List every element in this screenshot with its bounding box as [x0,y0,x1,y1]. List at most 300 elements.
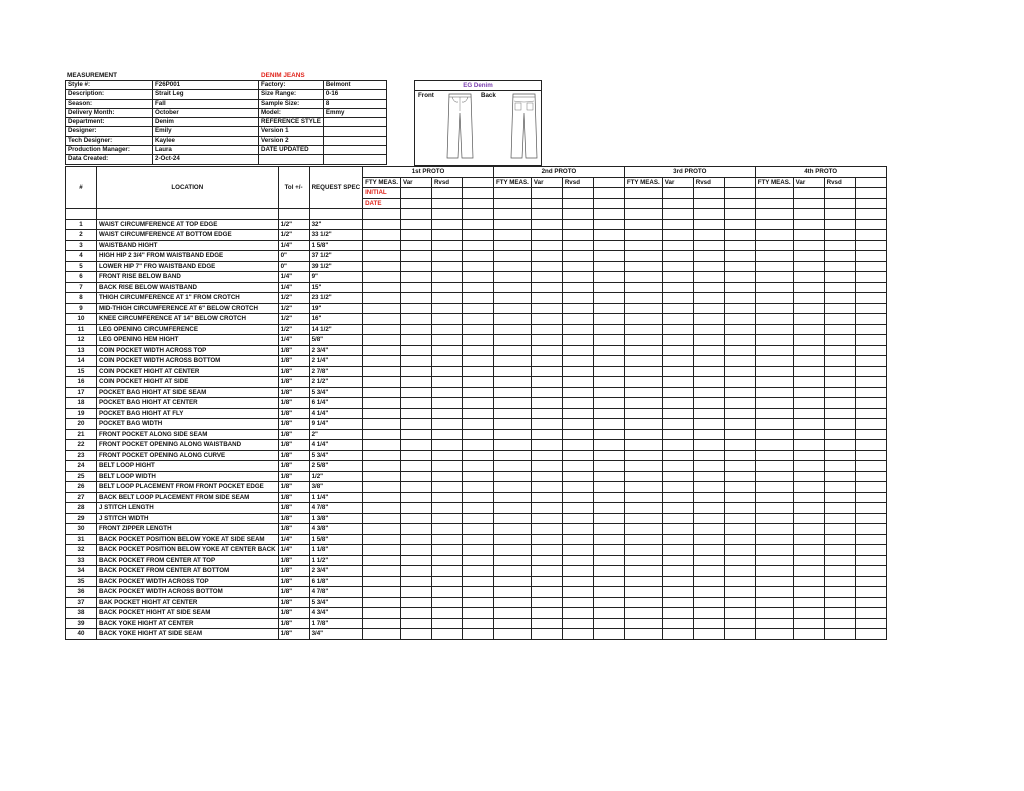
blank-cell [593,240,624,251]
blank-cell [662,587,693,598]
blank-cell [693,461,724,472]
blank-cell [662,492,693,503]
blank-cell [493,293,531,304]
row-tolerance: 1/8" [278,450,309,461]
blank-cell [400,335,431,346]
row-number: 29 [66,513,97,524]
row-number: 12 [66,335,97,346]
blank-cell [363,618,401,629]
blank-cell [593,293,624,304]
blank-cell [693,587,724,598]
blank-cell [400,419,431,430]
blank-cell [855,293,886,304]
table-row [66,597,887,608]
var-header: Var [793,177,824,188]
blank-cell [431,597,462,608]
info-row [66,136,387,145]
row-tolerance: 1/8" [278,345,309,356]
blank-cell [593,345,624,356]
blank-cell [462,461,493,472]
blank-cell [531,335,562,346]
blank-cell [363,440,401,451]
row-location: FRONT POCKET ALONG SIDE SEAM [97,429,279,440]
row-request-spec: 2 1/2" [309,377,362,388]
blank-cell [363,261,401,272]
blank-cell [793,471,824,482]
info-row [66,90,387,99]
blank-cell [562,419,593,430]
blank-cell [662,534,693,545]
blank-cell [793,198,824,209]
table-row [66,303,887,314]
info-label: Production Manager: [66,146,153,155]
blank-cell [624,503,662,514]
blank-cell [531,251,562,262]
blank-cell [531,387,562,398]
blank-cell [724,335,755,346]
blank-cell [662,629,693,640]
blank-cell [562,293,593,304]
blank-cell [824,576,855,587]
row-number: 28 [66,503,97,514]
blank-cell [562,335,593,346]
blank-cell [824,282,855,293]
blank-cell [531,534,562,545]
blank-cell [400,471,431,482]
row-tolerance: 1/8" [278,387,309,398]
blank-cell [793,587,824,598]
blank-cell [462,503,493,514]
row-tolerance: 1/8" [278,398,309,409]
blank-cell [724,419,755,430]
front-label: Front [418,92,434,99]
blank-cell [662,230,693,241]
blank-cell [462,534,493,545]
blank-cell [824,482,855,493]
row-request-spec: 4 3/4" [309,608,362,619]
blank-cell [562,555,593,566]
proto-header-row [66,167,887,178]
row-number: 18 [66,398,97,409]
blank-cell [431,587,462,598]
info-value-2 [323,155,386,164]
blank-cell [562,188,593,199]
blank-cell [824,450,855,461]
blank-cell [824,419,855,430]
blank-cell [400,524,431,535]
blank-cell [493,251,531,262]
blank-cell [824,314,855,325]
blank-cell [662,545,693,556]
blank-cell [793,440,824,451]
table-row [66,629,887,640]
blank-cell [493,198,531,209]
blank-cell [724,482,755,493]
blank-cell [493,272,531,283]
blank-cell [793,261,824,272]
blank-cell [400,461,431,472]
row-number: 40 [66,629,97,640]
blank-cell [562,429,593,440]
blank-header [593,177,624,188]
info-label: Style #: [66,81,153,90]
blank-cell [793,429,824,440]
blank-cell [755,345,793,356]
blank-cell [363,419,401,430]
blank-cell [531,230,562,241]
date-label: DATE [363,198,401,209]
blank-cell [531,482,562,493]
blank-cell [693,293,724,304]
blank-cell [562,534,593,545]
blank-cell [593,419,624,430]
blank-cell [662,408,693,419]
blank-cell [462,230,493,241]
table-row [66,356,887,367]
blank-cell [462,608,493,619]
blank-cell [662,566,693,577]
blank-cell [855,230,886,241]
blank-cell [755,335,793,346]
row-number: 9 [66,303,97,314]
table-row [66,419,887,430]
blank-cell [624,356,662,367]
blank-cell [462,188,493,199]
row-tolerance: 1/8" [278,555,309,566]
blank-cell [562,440,593,451]
row-tolerance: 1/4" [278,272,309,283]
proto-header: 1st PROTO [363,167,494,178]
blank-cell [755,524,793,535]
blank-cell [593,219,624,230]
blank-cell [431,555,462,566]
info-label: Delivery Month: [66,108,153,117]
blank-cell [855,356,886,367]
blank-cell [363,356,401,367]
blank-cell [531,576,562,587]
blank-cell [400,345,431,356]
row-location: BACK POCKET POSITION BELOW YOKE AT CENTER BACK [97,545,279,556]
blank-cell [562,272,593,283]
blank-cell [793,377,824,388]
blank-cell [693,482,724,493]
row-number: 19 [66,408,97,419]
var-header: Var [400,177,431,188]
blank-cell [431,324,462,335]
blank-cell [562,251,593,262]
blank-cell [493,608,531,619]
blank-cell [462,240,493,251]
blank-cell [531,240,562,251]
blank-cell [431,545,462,556]
blank-cell [693,366,724,377]
blank-cell [462,251,493,262]
blank-cell [562,618,593,629]
blank-cell [624,513,662,524]
blank-cell [624,377,662,388]
row-tolerance: 1/8" [278,471,309,482]
row-number: 11 [66,324,97,335]
blank-cell [624,566,662,577]
blank-cell [493,471,531,482]
row-request-spec: 15" [309,282,362,293]
blank-cell [855,335,886,346]
blank-cell [493,440,531,451]
blank-cell [462,618,493,629]
blank-cell [624,272,662,283]
blank-cell [462,335,493,346]
row-number: 25 [66,471,97,482]
table-row [66,366,887,377]
blank-cell [724,324,755,335]
blank-cell [462,272,493,283]
blank-cell [493,387,531,398]
blank-cell [624,261,662,272]
blank-cell [693,513,724,524]
blank-cell [793,555,824,566]
blank-cell [531,314,562,325]
table-row [66,261,887,272]
blank-cell [400,293,431,304]
row-tolerance: 0" [278,261,309,272]
blank-cell [693,272,724,283]
row-tolerance: 1/4" [278,545,309,556]
row-request-spec: 1 5/8" [309,240,362,251]
blank-cell [593,356,624,367]
blank-cell [531,608,562,619]
blank-cell [824,251,855,262]
col-request-spec-header: REQUEST SPEC [309,167,362,209]
blank-cell [624,587,662,598]
blank-cell [593,303,624,314]
row-tolerance: 1/4" [278,335,309,346]
row-location: J STITCH LENGTH [97,503,279,514]
blank-cell [431,440,462,451]
proto-header: 4th PROTO [755,167,886,178]
initial-label: INITIAL [363,188,401,199]
blank-cell [624,524,662,535]
blank-cell [755,282,793,293]
blank-cell [693,261,724,272]
blank-cell [431,461,462,472]
row-request-spec: 2 1/4" [309,356,362,367]
blank-cell [431,366,462,377]
blank-cell [693,314,724,325]
blank-cell [855,251,886,262]
blank-cell [662,608,693,619]
info-label-2: DATE UPDATED [259,146,324,155]
row-location: POCKET BAG HIGHT AT FLY [97,408,279,419]
row-number: 17 [66,387,97,398]
blank-cell [624,303,662,314]
blank-cell [562,471,593,482]
blank-cell [562,261,593,272]
blank-cell [493,398,531,409]
blank-cell [755,198,793,209]
blank-cell [431,240,462,251]
blank-cell [793,324,824,335]
blank-cell [562,314,593,325]
blank-cell [493,261,531,272]
blank-header [855,177,886,188]
blank-cell [363,429,401,440]
blank-cell [493,618,531,629]
blank-cell [693,188,724,199]
blank-cell [724,272,755,283]
row-location: THIGH CIRCUMFERENCE AT 1" FROM CROTCH [97,293,279,304]
blank-cell [531,419,562,430]
blank-cell [693,345,724,356]
table-row [66,513,887,524]
row-tolerance: 1/8" [278,566,309,577]
blank-cell [624,555,662,566]
blank-cell [755,261,793,272]
row-location: FRONT POCKET OPENING ALONG WAISTBAND [97,440,279,451]
blank-cell [624,251,662,262]
blank-cell [662,503,693,514]
row-request-spec: 39 1/2" [309,261,362,272]
row-location: WAISTBAND HIGHT [97,240,279,251]
blank-cell [624,198,662,209]
blank-cell [431,629,462,640]
blank-cell [431,450,462,461]
blank-cell [662,377,693,388]
blank-cell [855,482,886,493]
row-tolerance: 1/8" [278,608,309,619]
blank-cell [363,576,401,587]
table-row [66,482,887,493]
row-number: 24 [66,461,97,472]
row-request-spec: 4 1/4" [309,440,362,451]
blank-cell [624,408,662,419]
blank-cell [824,261,855,272]
blank-cell [824,209,855,220]
blank-cell [855,534,886,545]
blank-cell [562,219,593,230]
blank-cell [531,293,562,304]
blank-cell [593,209,624,220]
blank-cell [662,366,693,377]
blank-cell [662,524,693,535]
blank-cell [493,566,531,577]
blank-cell [431,524,462,535]
row-request-spec: 23 1/2" [309,293,362,304]
blank-cell [462,314,493,325]
blank-cell [793,209,824,220]
var-header: Var [531,177,562,188]
blank-cell [662,261,693,272]
blank-cell [693,198,724,209]
blank-cell [363,282,401,293]
blank-cell [431,566,462,577]
blank-cell [793,303,824,314]
blank-cell [693,209,724,220]
blank-cell [400,513,431,524]
blank-cell [462,482,493,493]
blank-cell [624,629,662,640]
blank-cell [624,597,662,608]
blank-cell [400,503,431,514]
back-pants-sketch [509,91,539,161]
blank-cell [462,419,493,430]
table-row [66,524,887,535]
blank-cell [493,461,531,472]
blank-cell [363,503,401,514]
blank-cell [662,356,693,367]
blank-cell [462,587,493,598]
row-location: COIN POCKET WIDTH ACROSS TOP [97,345,279,356]
blank-cell [824,597,855,608]
info-label-2: Model: [259,108,324,117]
blank-cell [624,440,662,451]
table-row [66,618,887,629]
blank-cell [562,597,593,608]
blank-cell [693,618,724,629]
blank-cell [693,398,724,409]
col-location-header: LOCATION [97,167,279,209]
blank-cell [363,513,401,524]
row-location: WAIST CIRCUMFERENCE AT BOTTOM EDGE [97,230,279,241]
row-tolerance: 1/2" [278,293,309,304]
row-location: BACK POCKET WIDTH ACROSS TOP [97,576,279,587]
row-tolerance: 1/8" [278,587,309,598]
blank-cell [755,618,793,629]
blank-cell [755,629,793,640]
blank-cell [562,387,593,398]
blank-cell [662,450,693,461]
info-value: October [153,108,259,117]
table-row [66,335,887,346]
blank-cell [400,356,431,367]
blank-cell [531,324,562,335]
blank-cell [493,356,531,367]
row-request-spec: 9" [309,272,362,283]
blank-cell [624,366,662,377]
row-request-spec: 1 1/8" [309,545,362,556]
blank-cell [824,303,855,314]
blank-cell [531,366,562,377]
blank-cell [593,534,624,545]
blank-cell [593,461,624,472]
row-request-spec: 37 1/2" [309,251,362,262]
blank-cell [662,303,693,314]
blank-cell [531,450,562,461]
blank-cell [855,629,886,640]
info-value-2 [323,127,386,136]
blank-cell [431,209,462,220]
row-number: 13 [66,345,97,356]
blank-cell [493,324,531,335]
blank-cell [593,335,624,346]
blank-cell [562,503,593,514]
blank-cell [363,324,401,335]
blank-cell [363,377,401,388]
rvsd-header: Rvsd [431,177,462,188]
row-location: POCKET BAG HIGHT AT CENTER [97,398,279,409]
blank-cell [793,629,824,640]
blank-cell [493,345,531,356]
blank-cell [363,482,401,493]
blank-cell [593,429,624,440]
blank-cell [562,608,593,619]
blank-cell [693,471,724,482]
blank-cell [724,251,755,262]
blank-cell [755,398,793,409]
blank-cell [724,513,755,524]
row-location: BAK POCKET HIGHT AT CENTER [97,597,279,608]
table-row [66,608,887,619]
info-label-2: Sample Size: [259,99,324,108]
